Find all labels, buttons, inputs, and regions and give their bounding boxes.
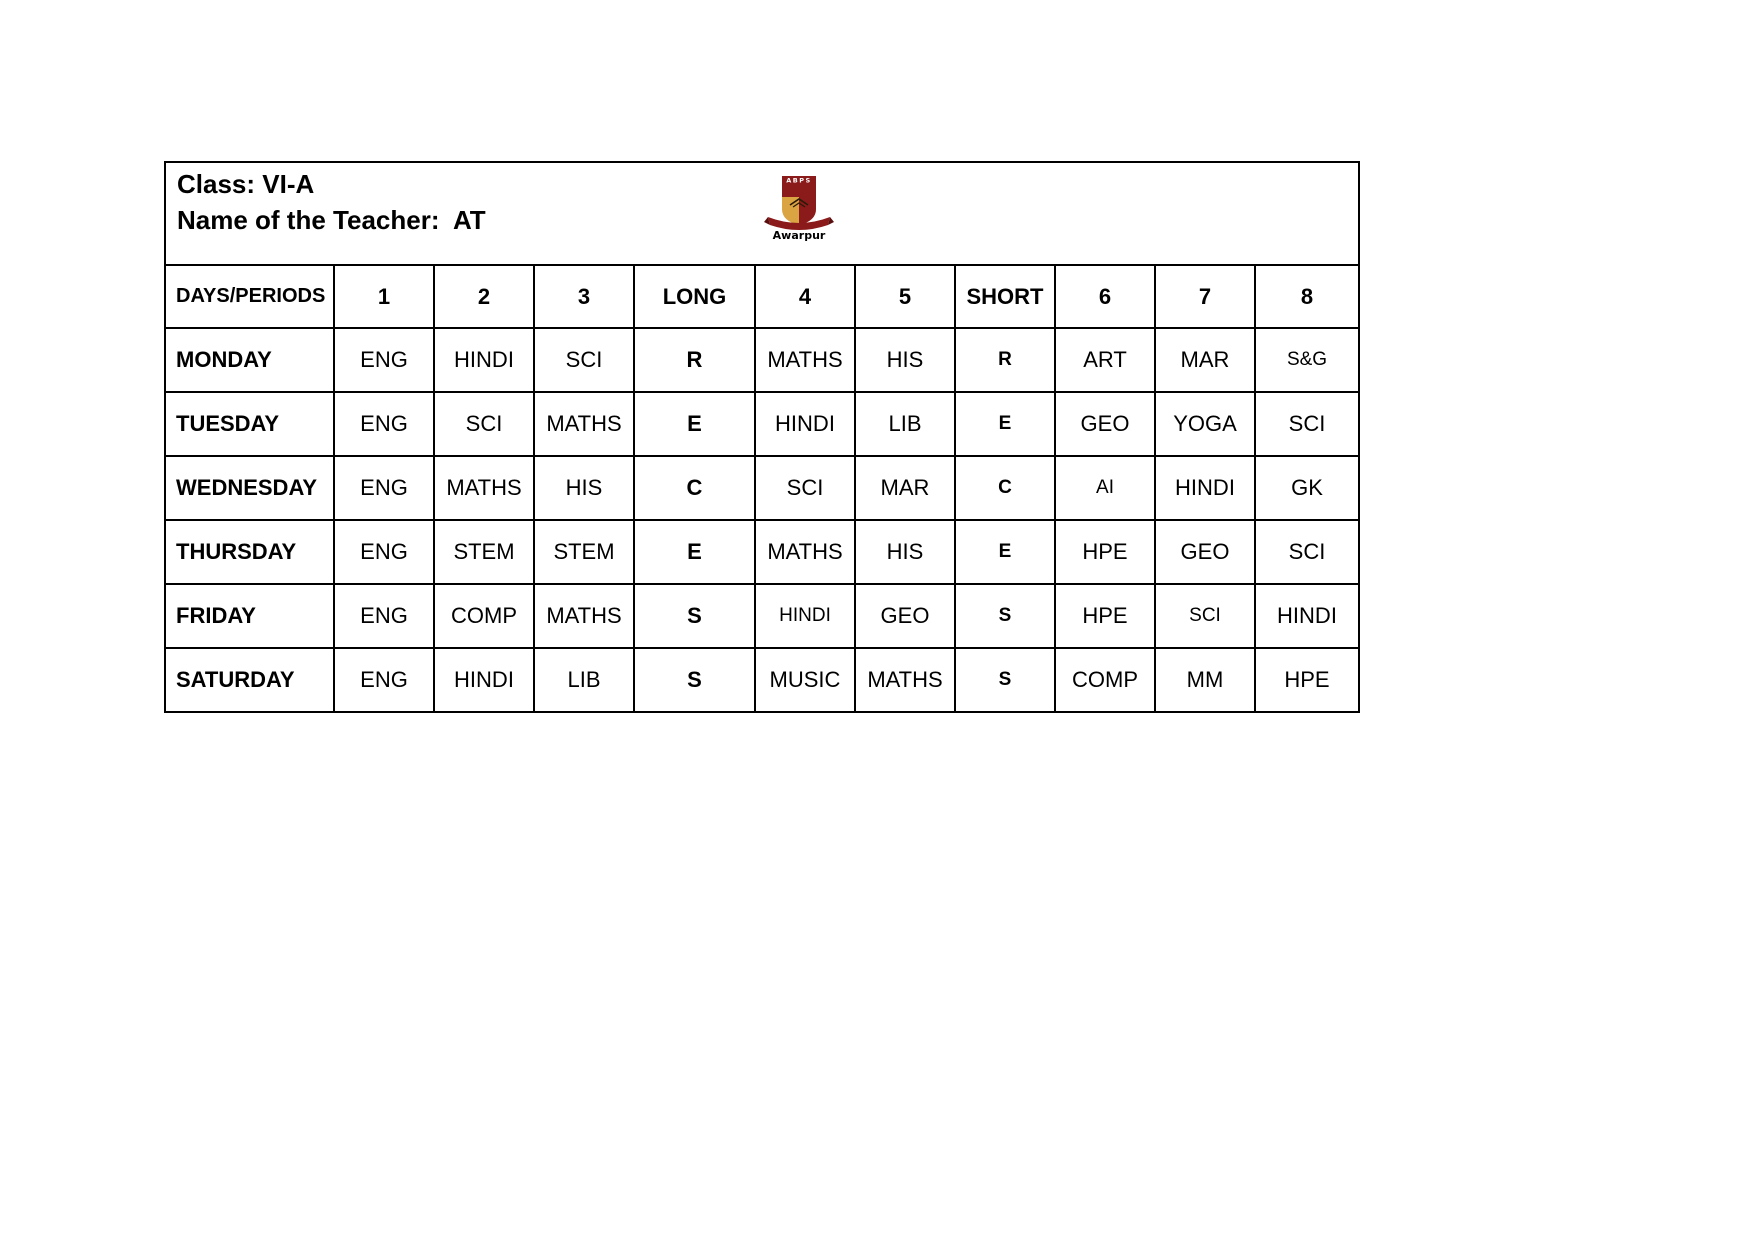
table-cell: HIS	[534, 456, 634, 520]
break-cell: E	[634, 392, 755, 456]
table-cell: ENG	[334, 520, 434, 584]
table-cell: MATHS	[855, 648, 955, 711]
table-cell: MUSIC	[755, 648, 855, 711]
table-cell: HINDI	[1155, 456, 1255, 520]
column-header-long-break: LONG	[634, 266, 755, 328]
column-header: 4	[755, 266, 855, 328]
table-cell: HIS	[855, 328, 955, 392]
table-cell: HINDI	[755, 584, 855, 648]
school-logo	[762, 175, 836, 241]
table-cell: SCI	[1255, 392, 1358, 456]
table-cell: ENG	[334, 328, 434, 392]
table-cell: HINDI	[434, 648, 534, 711]
table-cell: SCI	[755, 456, 855, 520]
teacher-label: Name of the Teacher: AT	[177, 205, 486, 235]
table-cell: HINDI	[755, 392, 855, 456]
table-cell: MATHS	[755, 328, 855, 392]
table-cell: ART	[1055, 328, 1155, 392]
table-cell: HPE	[1255, 648, 1358, 711]
break-cell: E	[955, 392, 1055, 456]
table-cell: ENG	[334, 392, 434, 456]
column-header: 8	[1255, 266, 1358, 328]
column-header: 7	[1155, 266, 1255, 328]
table-cell: ENG	[334, 584, 434, 648]
break-cell: S	[634, 648, 755, 711]
table-cell: MM	[1155, 648, 1255, 711]
table-cell: MATHS	[434, 456, 534, 520]
class-label: Class: VI-A	[177, 169, 315, 199]
table-cell: MATHS	[534, 392, 634, 456]
table-cell: GEO	[855, 584, 955, 648]
table-cell: SCI	[1155, 584, 1255, 648]
table-cell: SCI	[434, 392, 534, 456]
day-label: FRIDAY	[166, 584, 334, 648]
day-label: THURSDAY	[166, 520, 334, 584]
logo-bottom-text: Awarpur	[772, 229, 826, 241]
table-cell: YOGA	[1155, 392, 1255, 456]
column-header: 1	[334, 266, 434, 328]
table-cell: HPE	[1055, 584, 1155, 648]
table-cell: LIB	[855, 392, 955, 456]
table-cell: ENG	[334, 456, 434, 520]
table-row	[166, 456, 1358, 520]
timetable-sheet	[164, 161, 1360, 713]
table-cell: GEO	[1055, 392, 1155, 456]
table-cell: COMP	[1055, 648, 1155, 711]
break-cell: S	[955, 584, 1055, 648]
column-header: 5	[855, 266, 955, 328]
day-label: TUESDAY	[166, 392, 334, 456]
table-row	[166, 584, 1358, 648]
table-cell: HINDI	[434, 328, 534, 392]
break-cell: C	[955, 456, 1055, 520]
table-cell: GK	[1255, 456, 1358, 520]
table-cell: STEM	[534, 520, 634, 584]
logo-top-text: ABPS	[786, 176, 812, 185]
table-cell: HINDI	[1255, 584, 1358, 648]
break-cell: E	[634, 520, 755, 584]
break-cell: C	[634, 456, 755, 520]
table-row	[166, 520, 1358, 584]
table-row	[166, 392, 1358, 456]
break-cell: R	[955, 328, 1055, 392]
break-cell: R	[634, 328, 755, 392]
table-row	[166, 648, 1358, 711]
timetable-header	[166, 163, 1358, 266]
table-cell: SCI	[1255, 520, 1358, 584]
table-cell: MATHS	[534, 584, 634, 648]
column-header: 3	[534, 266, 634, 328]
column-header-short-break: SHORT	[955, 266, 1055, 328]
timetable-table	[166, 266, 1358, 711]
day-label: SATURDAY	[166, 648, 334, 711]
break-cell: S	[634, 584, 755, 648]
day-label: MONDAY	[166, 328, 334, 392]
table-cell: AI	[1055, 456, 1155, 520]
table-cell: S&G	[1255, 328, 1358, 392]
table-cell: MAR	[1155, 328, 1255, 392]
break-cell: E	[955, 520, 1055, 584]
table-cell: COMP	[434, 584, 534, 648]
table-cell: MATHS	[755, 520, 855, 584]
column-header: 6	[1055, 266, 1155, 328]
table-cell: STEM	[434, 520, 534, 584]
table-cell: SCI	[534, 328, 634, 392]
column-header-days: DAYS/PERIODS	[166, 266, 334, 328]
table-cell: ENG	[334, 648, 434, 711]
table-cell: MAR	[855, 456, 955, 520]
table-cell: HIS	[855, 520, 955, 584]
table-row	[166, 328, 1358, 392]
break-cell: S	[955, 648, 1055, 711]
table-cell: HPE	[1055, 520, 1155, 584]
header-row	[166, 266, 1358, 328]
table-cell: GEO	[1155, 520, 1255, 584]
table-cell: LIB	[534, 648, 634, 711]
column-header: 2	[434, 266, 534, 328]
day-label: WEDNESDAY	[166, 456, 334, 520]
